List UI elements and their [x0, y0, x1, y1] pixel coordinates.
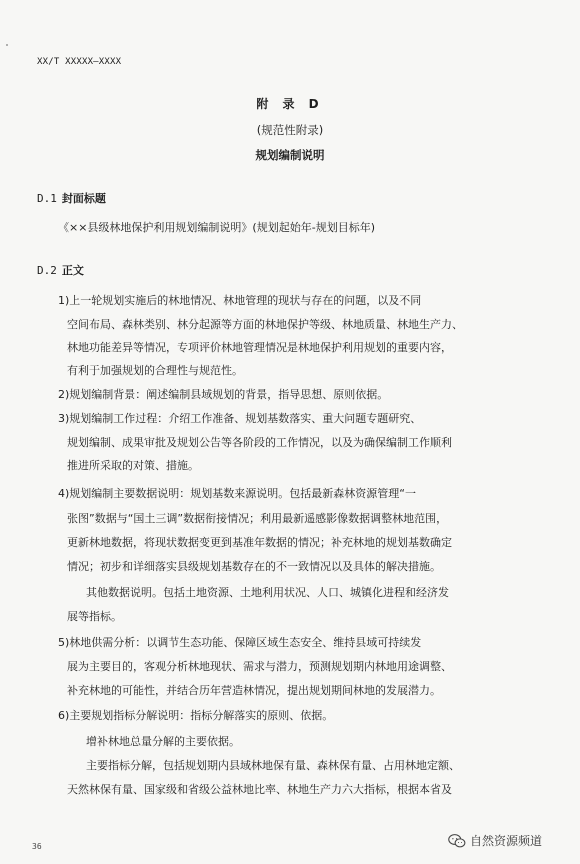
body-line: 空间布局、森林类别、林分起源等方面的林地保护等级、林地质量、林地生产力、 [67, 318, 463, 331]
body-line: 2)规划编制背景：阐述编制县域规划的背景，指导思想、原则依据。 [58, 388, 389, 401]
section-title: 正文 [61, 264, 84, 277]
body-line: 推进所采取的对策、措施。 [67, 459, 199, 472]
section-code: D.1 [37, 192, 57, 205]
cover-title-line: 《××县级林地保护利用规划编制说明》(规划起始年-规划目标年) [58, 221, 375, 234]
body-line: 5)林地供需分析：以调节生态功能、保障区域生态安全、维持县域可持续发 [58, 636, 422, 649]
body-line: 规划编制、成果审批及规划公告等各阶段的工作情况，以及为确保编制工作顺利 [67, 436, 452, 449]
appendix-subject: 规划编制说明 [255, 148, 325, 162]
document-code: XX/T XXXXX—XXXX [37, 57, 122, 67]
body-line: 情况；初步和详细落实县级规划基数存在的不一致情况以及具体的解决措施。 [67, 560, 441, 573]
body-line: 张图”数据与“国土三调”数据衔接情况；利用最新遥感影像数据调整林地范围， [67, 512, 448, 525]
body-line: 展为主要目的，客观分析林地现状、需求与潜力，预测规划期内林地用途调整、 [67, 660, 452, 673]
body-line: 有利于加强规划的合理性与规范性。 [67, 364, 243, 377]
watermark [448, 832, 542, 849]
watermark-text: 自然资源频道 [470, 834, 543, 848]
scan-speck [6, 44, 8, 46]
section-heading-d1 [37, 190, 106, 206]
appendix-title: 附 录 D [256, 97, 324, 111]
body-line: 天然林保有量、国家级和省级公益林地比率、林地生产力六大指标，根据本省及 [67, 783, 452, 796]
page-number: 36 [32, 842, 42, 851]
body-line: 其他数据说明。包括土地资源、土地利用状况、人口、城镇化进程和经济发 [86, 586, 449, 599]
body-line: 4)规划编制主要数据说明：规划基数来源说明。包括最新森林资源管理“一 [58, 487, 416, 500]
body-line: 1)上一轮规划实施后的林地情况、林地管理的现状与存在的问题，以及不同 [58, 294, 422, 307]
body-line: 6)主要规划指标分解说明：指标分解落实的原则、依据。 [58, 709, 334, 722]
body-line: 增补林地总量分解的主要依据。 [86, 735, 240, 748]
body-line: 3)规划编制工作过程：介绍工作准备、规划基数落实、重大问题专题研究、 [58, 412, 422, 425]
section-code: D.2 [37, 264, 57, 277]
body-line: 林地功能差异等情况，专项评价林地管理情况是林地保护利用规划的重要内容， [67, 341, 452, 354]
body-line: 更新林地数据，将现状数据变更到基准年数据的情况；补充林地的规划基数确定 [67, 536, 452, 549]
wechat-icon [448, 833, 466, 849]
section-heading-d2 [37, 262, 84, 278]
body-line: 展等指标。 [67, 610, 122, 623]
section-title: 封面标题 [61, 192, 106, 205]
appendix-nature: (规范性附录) [256, 123, 324, 137]
body-line: 补充林地的可能性，并结合历年营造林情况，提出规划期间林地的发展潜力。 [67, 684, 441, 697]
body-line: 主要指标分解，包括规划期内县域林地保有量、森林保有量、占用林地定额、 [86, 759, 460, 772]
